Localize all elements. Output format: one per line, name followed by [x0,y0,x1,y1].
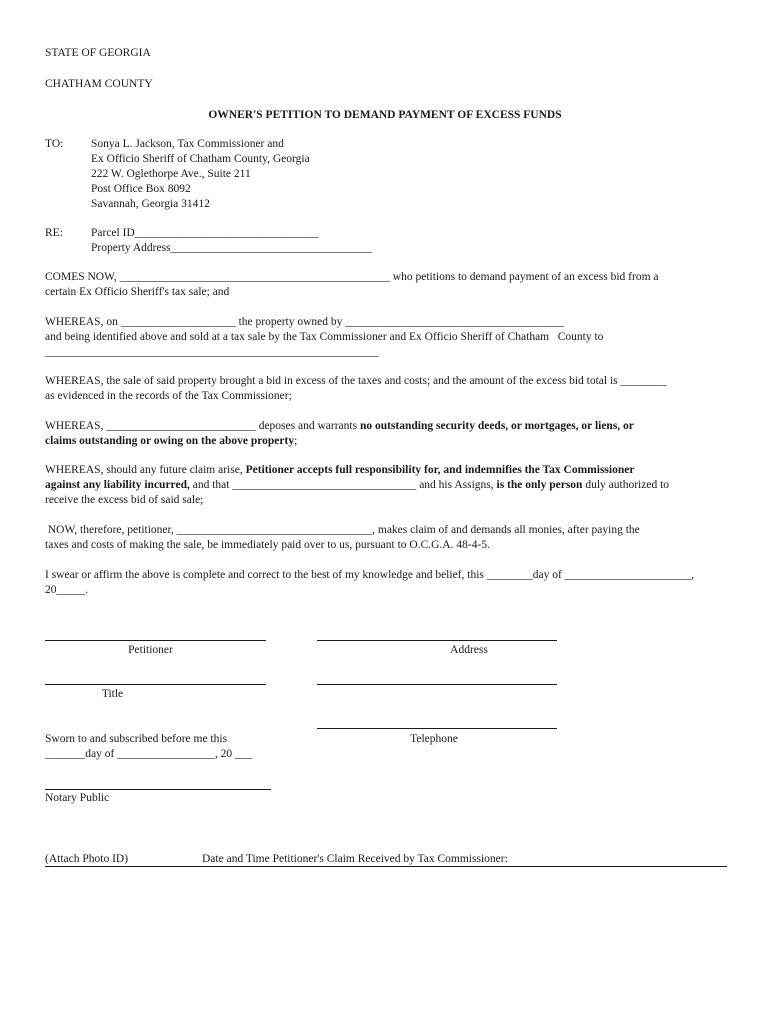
addressee-line: Savannah, Georgia 31412 [91,198,210,210]
address-continued-line[interactable] [317,684,557,685]
telephone-signature-line[interactable] [317,728,557,729]
warranty-text: claims outstanding or owing on the above property [45,435,295,447]
claim-line: taxes and costs of making the sale, be immediately paid over to us, pursuant to O.C.G.A. 48-4-5. [45,539,490,551]
state-heading: STATE OF GEORGIA [45,47,151,59]
re-label: RE: [45,227,63,239]
excess-bid-line[interactable]: WHEREAS, the sale of said property brought a bid in excess of the taxes and costs; and the amount of the excess bid total is ________ [45,375,667,387]
county-heading: CHATHAM COUNTY [45,78,153,90]
future-claim-line [45,463,634,478]
sworn-date-line[interactable]: _______day of _________________, 20 ___ [45,748,253,760]
received-rule[interactable] [45,866,727,867]
comes-now-line: certain Ex Officio Sheriff's tax sale; and [45,286,230,298]
affirmation-line[interactable]: I swear or affirm the above is complete and correct to the best of my knowledge and belief, this ________day of ______________________, [45,569,695,581]
addressee-line: Ex Officio Sheriff of Chatham County, Georgia [91,153,310,165]
purchaser-blank[interactable]: __________________________________________________________ [45,346,379,358]
addressee-line: Post Office Box 8092 [91,183,191,195]
assigns-text: and that ________________________________ and his Assigns, [189,479,497,491]
warranty-text: no outstanding security deeds, or mortgages, or liens, or [359,420,634,432]
parcel-id-field[interactable]: Parcel ID________________________________ [91,227,319,239]
petitioner-label: Petitioner [128,644,173,656]
notary-label: Notary Public [45,792,110,804]
notary-signature-line[interactable] [45,789,271,790]
punctuation: ; [294,435,298,447]
comes-now-line[interactable]: COMES NOW, _______________________________________________ who petitions to demand payment of an excess bid from a [45,271,659,283]
title-signature-line[interactable] [45,684,266,685]
affirmation-year[interactable]: 20_____. [45,584,89,596]
deposes-text: WHEREAS, __________________________ deposes and warrants [45,420,360,432]
indemnity-text: Petitioner accepts full responsibility for, and indemnifies the Tax Commissioner [245,464,635,476]
only-person-text: is the only person [496,479,583,491]
future-claim-line: receive the excess bid of said sale; [45,494,204,506]
claim-line[interactable]: NOW, therefore, petitioner, __________________________________, makes claim of and demands all monies, after paying the [45,524,640,536]
authorized-text: duly authorized to [582,479,670,491]
indemnity-text: against any liability incurred, [45,479,190,491]
whereas-sale-date-line[interactable]: WHEREAS, on ____________________ the property owned by ______________________________________ [45,316,564,328]
address-signature-line[interactable] [317,640,557,641]
future-claim-text: WHEREAS, should any future claim arise, [45,464,246,476]
future-claim-line[interactable] [45,478,669,493]
excess-bid-line: as evidenced in the records of the Tax Commissioner; [45,390,292,402]
document-title: OWNER'S PETITION TO DEMAND PAYMENT OF EXCESS FUNDS [208,109,562,121]
address-label: Address [450,644,488,656]
deposes-line[interactable] [45,419,634,434]
property-address-field[interactable]: Property Address___________________________________ [91,242,372,254]
title-label: Title [101,688,124,700]
received-label: Date and Time Petitioner's Claim Received by Tax Commissioner: [202,853,508,865]
deposes-line [45,434,297,449]
addressee-line: 222 W. Oglethorpe Ave., Suite 211 [91,168,251,180]
addressee-line: Sonya L. Jackson, Tax Commissioner and [91,138,284,150]
whereas-sale-date-line: and being identified above and sold at a tax sale by the Tax Commissioner and Ex Officio Sheriff of Chatham County to [45,331,604,343]
petitioner-signature-line[interactable] [45,640,266,641]
telephone-label: Telephone [410,733,458,745]
to-label: TO: [45,138,64,150]
sworn-line: Sworn to and subscribed before me this [45,733,228,745]
photo-id-note: (Attach Photo ID) [45,853,129,865]
